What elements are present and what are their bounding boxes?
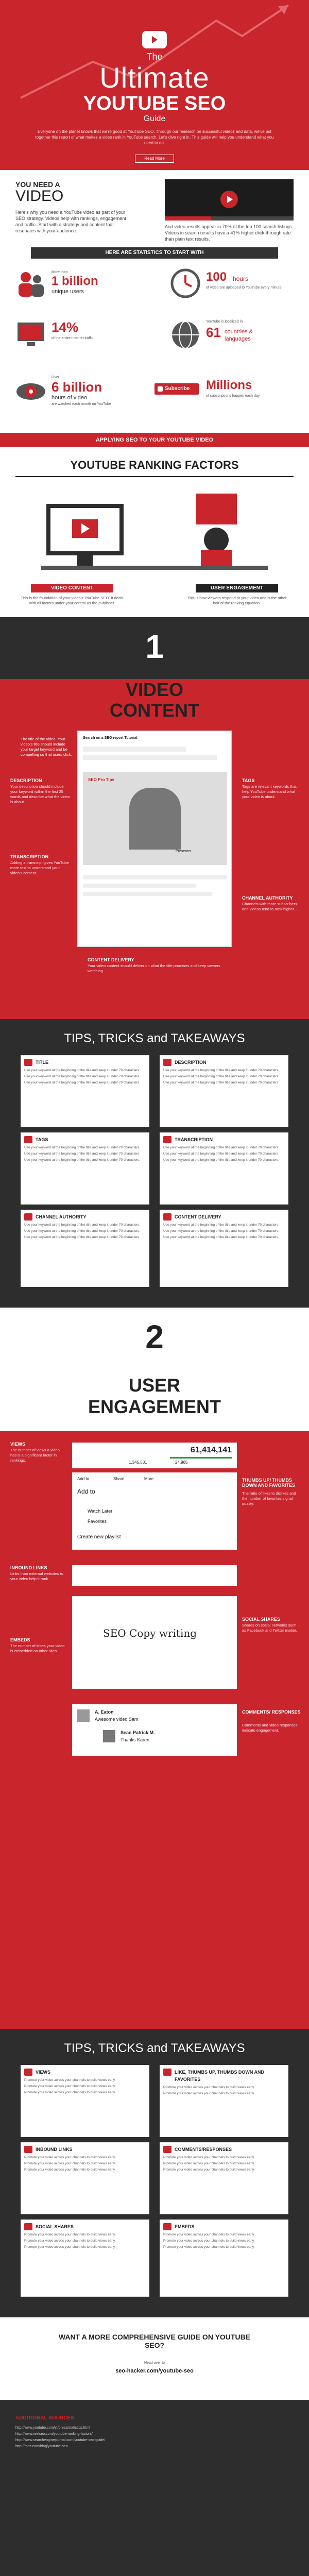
video-progress-bar[interactable] [165,216,211,221]
video-content-section [0,617,309,1019]
need-word: VIDEO [15,188,64,205]
hero-title: YOUTUBE SEO [83,93,226,114]
source-1-link[interactable]: http://www.youtube.com/yt/press/statistics.html [15,2426,90,2430]
tips-card-content-delivery: CONTENT DELIVERY Use your keyword at the beginning of the title and keep it under 70 characters. Use your keyword at the beginning of the title and keep it under 70 characters. Use your keyword at the beginning of the title and keep it under 70 characters. [160,1210,288,1287]
stat-6-small: of subscriptions happen each day [206,394,260,398]
content-delivery-text: Your video content should deliver on what the title promises and keep viewers watching. [88,963,220,973]
mock-video-frame[interactable] [83,772,227,865]
user-engagement-section [0,1308,309,2029]
source-4-link[interactable]: http://moz.com/blog/youtube-seo [15,2445,68,2448]
users-icon [15,268,46,299]
read-more-button[interactable]: Read More [135,155,174,163]
user-engagement-label: USER ENGAGEMENT [196,584,278,592]
play-icon[interactable] [220,191,238,208]
comments-text: Comments and video responses indicate engagement. [242,1723,298,1733]
stat-5-small: hours of video [52,395,88,401]
tips-card-channel-authority: CHANNEL AUTHORITY Use your keyword at the beginning of the title and keep it under 70 characters. Use your keyword at the beginning of the title and keep it under 70 characters. Use your keyword at the beginning of the title and keep it under 70 characters. [21,1210,149,1287]
stat-5-sub: are watched each month on YouTube [52,402,111,406]
add-to-tab[interactable]: Add to [77,1477,90,1481]
comments-label: COMMENTS/ RESPONSES [242,1709,301,1715]
stat-5-big: 6 billion [52,379,102,395]
tips-card-social: SOCIAL SHARES Promote your video across your channels to build views early. Promote your video across your channels to build views early. Promote your video across your channels to build views early. [21,2219,149,2297]
stats-heading: HERE ARE STATISTICS TO START WITH [31,247,278,259]
tips-card-title: TITLE Use your keyword at the beginning of the title and keep it under 70 characters. Use your keyword at the beginning of the title and keep it under 70 characters. Use your keyword at the beginning of the title and keep it under 70 characters. [21,1055,149,1127]
embed-video-mockup[interactable] [72,1596,237,1689]
favorites-option[interactable]: Favorites [88,1519,107,1524]
more-tab[interactable]: More [144,1477,154,1481]
views-panel [72,1443,237,1468]
stat-3-small: of the entire internet traffic [52,336,94,340]
social-text: Shares on social networks such as Facebook and Twitter matter. [242,1623,297,1633]
channel-authority-text: Channels with more subscribers and videos tend to rank higher. [242,902,297,911]
comment-text: Awesome video Sam [95,1717,139,1722]
mock-presenter: Presenter [176,850,192,853]
embeds-text: The number of times your video is embedded on other sites. [10,1643,65,1653]
comment-2-text: Thanks Karen [121,1737,150,1742]
title-text: The title of the video. Your video's title should include your target keyword and be compelling so that users click. [21,737,72,757]
clock-icon [170,268,201,299]
tips-1-heading: TIPS, TRICKS and TAKEAWAYS [64,1031,245,1045]
create-playlist-option[interactable]: Create new playlist [77,1534,121,1540]
hero-intro: Everyone on the planet knows that we're good at YouTube SEO. Through our research on successful videos and data, we've put together this report of what makes a video rank in YouTube search. Let's dive right in. This guide will help you understand what you need to do. [35,129,274,145]
search-bar-mockup[interactable] [72,1565,237,1586]
eye-icon [15,376,46,407]
monitor-icon [15,319,46,350]
mock-search-title: Search on a SEO report Tutorial [83,736,138,740]
stat-5-pre: Over [52,376,60,379]
mock-video-name: SEO Pro Tips [88,777,114,782]
tips-card-likes: LIKE, THUMBS UP, THUMBS DOWN AND FAVORITES Promote your video across your channels to build views early. Promote your video across your channels to build views early. [160,2065,288,2137]
need-text: Here's why you need a YouTube video as part of your SEO strategy. Videos help with rankings, engagement and traffic. Start with a strategy and content that resonates with your audience. [15,210,126,233]
sources-section [0,2400,309,2576]
user-engagement-text: This is how viewers respond to your video and is the other half of the ranking equation. [187,596,287,605]
title-label: TITLE [81,732,94,737]
need-side: And video results appear in 70% of the top 100 search listings. Videos in search results have a 41% higher click-through rate than plain text results. [165,224,294,242]
globe-icon [170,319,201,350]
stat-1-pre: More than [52,270,68,274]
ranking-factors-section [0,447,309,617]
video-content-text: This is the foundation of your video's YouTube SEO. It deals with all factors under your control as the publisher. [21,596,124,605]
tips-card-description: DESCRIPTION Use your keyword at the beginning of the title and keep it under 70 characters. Use your keyword at the beginning of the title and keep it under 70 characters. Use your keyword at the beginning of the title and keep it under 70 characters. [160,1055,288,1127]
stat-4-small: languages [225,336,251,342]
need-heading: YOU NEED A [15,180,60,189]
stat-2-big: 100 [206,270,227,284]
tips-card-tags: TAGS Use your keyword at the beginning of the title and keep it under 70 characters. Use your keyword at the beginning of the title and keep it under 70 characters. Use your keyword at the beginning of the title and keep it under 70 characters. [21,1132,149,1205]
thumbs-text: The ratio of likes to dislikes and the number of favorites signal quality. [242,1491,296,1506]
hero-section [0,0,309,170]
tips-section-1 [0,1019,309,1308]
applying-banner: APPLYING SEO TO YOUR YOUTUBE VIDEO [0,433,309,447]
stat-1-big: 1 billion [52,274,98,288]
section-1-title2: CONTENT [110,700,199,721]
seo-copy-text: SEO Copy writing [103,1627,197,1639]
commenter-2-avatar [103,1730,115,1742]
comments-panel [72,1704,237,1756]
commenter-2-name[interactable]: Sean Patrick M. [121,1730,155,1735]
cta-url-link[interactable]: seo-hacker.com/youtube-seo [115,2368,194,2374]
hero-guide: Guide [143,114,166,123]
stat-4-big: 61 [206,325,221,340]
social-label: SOCIAL SHARES [242,1617,280,1622]
subscribe-label: Subscribe [165,386,190,392]
like-count[interactable]: 1,345,531 [129,1460,147,1465]
section-1-number: 1 [145,628,164,665]
tips-2-heading: TIPS, TRICKS and TAKEAWAYS [64,2041,245,2055]
source-3-link[interactable]: http://www.searchenginejournal.com/youtube-seo-guide/ [15,2438,106,2442]
youtube-logo-icon [142,31,167,48]
description-text: Your description should include your keyword within the first 25 words and describe what the video is about. [10,784,70,804]
section-2-title2: ENGAGEMENT [88,1396,221,1417]
factors-heading: YOUTUBE RANKING FACTORS [70,459,239,471]
stats-section [0,247,309,433]
tags-label: TAGS [242,778,255,783]
desk-illustration [41,488,268,581]
presenter-figure [129,788,181,850]
tags-text: Tags are relevant keywords that help YouTube understand what your video is about. [242,784,297,799]
hero-the: The [146,52,163,62]
stat-4-unit: countries & [225,329,253,335]
inbound-label: INBOUND LINKS [10,1565,47,1570]
tips-card-views: VIEWS Promote your video across your channels to build views early. Promote your video across your channels to build views early. Promote your video across your channels to build views early. [21,2065,149,2137]
section-2-number: 2 [145,1318,164,1355]
watch-later-option[interactable]: Watch Later [88,1509,113,1514]
stat-6-big: Millions [206,378,252,392]
add-to-panel [72,1472,237,1550]
cta-section [0,2317,309,2400]
dislike-count[interactable]: 24,985 [175,1460,188,1465]
commenter-name[interactable]: A. Eaton [95,1709,114,1715]
add-to-title: Add to [77,1488,95,1495]
cta-heading: WANT A MORE COMPREHENSIVE GUIDE ON YOUTUBE SEO? [58,2333,251,2349]
video-player[interactable] [165,179,294,221]
section-1-title1: VIDEO [125,679,184,700]
views-label: VIEWS [10,1442,26,1447]
embeds-label: EMBEDS [10,1637,30,1642]
views-text: The number of views a video has is a significant factor in rankings. [10,1448,60,1463]
hero-ultimate: Ultimate [99,61,210,94]
stat-2-small: of video are uploaded to YouTube every minute [206,286,282,290]
commenter-avatar [77,1709,90,1722]
transcription-text: Adding a transcript gives YouTube more text to understand your video's content. [10,860,69,875]
tips-card-comments: COMMENTS/RESPONSES Promote your video across your channels to build views early. Promote your video across your channels to build views early. Promote your video across your channels to build views early. [160,2142,288,2214]
tips-card-embeds: EMBEDS Promote your video across your channels to build views early. Promote your video across your channels to build views early. Promote your video across your channels to build views early. [160,2219,288,2297]
section-2-title1: USER [128,1375,181,1396]
subscribe-icon [158,386,163,392]
cta-head-over: Head over to [144,2361,165,2365]
need-video-section [0,170,309,247]
stat-2-unit: hours [233,275,249,282]
transcription-label: TRANSCRIPTION [10,854,48,859]
description-label: DESCRIPTION [10,778,42,783]
stat-4-pre: YouTube is localized in [206,320,243,324]
tips-card-inbound: INBOUND LINKS Promote your video across your channels to build views early. Promote your video across your channels to build views early. Promote your video across your channels to build views early. [21,2142,149,2214]
view-count: 61,414,141 [190,1446,232,1454]
share-tab[interactable]: Share [113,1477,125,1481]
stat-1-small: unique users [52,289,84,295]
video-content-label: VIDEO CONTENT [31,584,113,592]
content-delivery-label: CONTENT DELIVERY [88,957,134,962]
sources-title: ADDITIONAL SOURCES [15,2415,74,2421]
subscribe-button[interactable] [154,383,199,395]
tips-section-2 [0,2029,309,2317]
stat-3-big: 14% [52,319,79,335]
channel-authority-label: CHANNEL AUTHORITY [242,895,293,901]
source-2-link[interactable]: http://www.reelseo.com/youtube-ranking-factors/ [15,2432,93,2436]
youtube-page-mockup [77,731,232,947]
thumbs-label: THUMBS UP/ THUMBS DOWN AND FAVORITES [242,1478,295,1488]
tips-card-transcription: TRANSCRIPTION Use your keyword at the beginning of the title and keep it under 70 characters. Use your keyword at the beginning of the title and keep it under 70 characters. Use your keyword at the beginning of the title and keep it under 70 characters. [160,1132,288,1205]
inbound-text: Links from external websites to your video help it rank. [10,1571,63,1581]
